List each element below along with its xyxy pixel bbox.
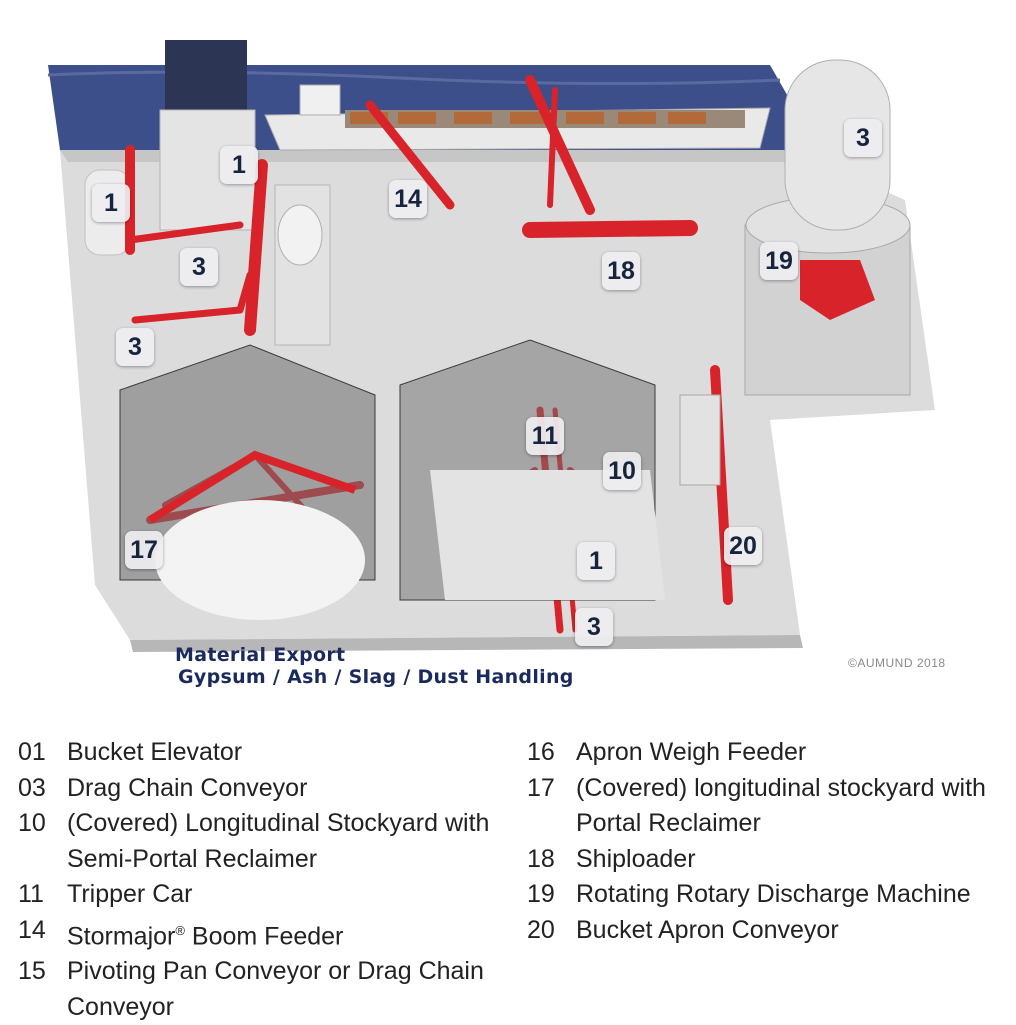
legend-item — [18, 771, 508, 807]
label-boom-feeder: 14 — [389, 180, 427, 218]
label-bucket-elevator-3: 1 — [577, 542, 615, 580]
label-semi-portal-stockyard: 10 — [603, 452, 641, 490]
legend-item — [18, 913, 508, 955]
label-bucket-elevator-1: 1 — [92, 184, 130, 222]
legend-item — [18, 735, 508, 771]
label-drag-chain-3: 3 — [844, 119, 882, 157]
label-portal-stockyard: 17 — [125, 531, 163, 569]
legend-text: (Covered) Longitudinal Stockyard with Semi-Portal Reclaimer — [67, 809, 490, 873]
label-tripper-car: 11 — [526, 417, 564, 455]
caption-title: Material Export — [175, 644, 346, 666]
legend-number: 18 — [527, 844, 555, 873]
legend-item — [527, 771, 1007, 842]
label-bucket-elevator-2: 1 — [220, 146, 258, 184]
legend-number: 14 — [18, 915, 46, 944]
legend-item — [527, 842, 1007, 878]
legend-text: Apron Weigh Feeder — [576, 738, 807, 766]
label-bucket-apron: 20 — [724, 527, 762, 565]
legend-text: Tripper Car — [67, 880, 193, 908]
legend-number: 19 — [527, 880, 555, 908]
legend-item — [527, 913, 1007, 949]
legend-item — [18, 954, 508, 1025]
stockyard-17 — [120, 345, 375, 620]
legend-text: Rotating Rotary Discharge Machine — [576, 880, 971, 908]
label-shiploader: 18 — [602, 252, 640, 290]
legend-number: 11 — [18, 880, 44, 908]
legend-right — [527, 735, 1007, 948]
legend-text: Pivoting Pan Conveyor or Drag Chain Conveyor — [67, 957, 484, 1021]
legend-text: Bucket Apron Conveyor — [576, 915, 839, 944]
registered-mark: ® — [175, 922, 185, 938]
legend-number: 10 — [18, 809, 46, 837]
legend-item — [18, 877, 508, 913]
legend-number: 17 — [527, 773, 555, 802]
label-drag-chain-2: 3 — [116, 328, 154, 366]
legend-number: 16 — [527, 738, 555, 766]
legend-item — [18, 806, 508, 877]
legend-text-after: Boom Feeder — [184, 921, 344, 950]
label-drag-chain-4: 3 — [575, 608, 613, 646]
legend-item — [527, 877, 1007, 913]
tower-20 — [680, 395, 720, 485]
legend-text: Stormajor — [67, 921, 176, 950]
legend-number: 03 — [18, 773, 46, 802]
legend-number: 15 — [18, 957, 46, 986]
legend-text: Bucket Elevator — [67, 738, 243, 766]
caption-subtitle: Gypsum / Ash / Slag / Dust Handling — [178, 666, 574, 688]
legend-number: 01 — [18, 738, 46, 766]
legend-left — [18, 735, 508, 1025]
copyright-notice: ©AUMUND 2018 — [848, 656, 946, 670]
legend-item — [527, 735, 1007, 771]
legend-text: Shiploader — [576, 844, 696, 873]
legend-text: Drag Chain Conveyor — [67, 773, 308, 802]
legend-text: (Covered) longitudinal stockyard with Portal Reclaimer — [576, 773, 986, 837]
label-rotary-discharge: 19 — [760, 242, 798, 280]
legend-number: 20 — [527, 915, 555, 944]
label-drag-chain-1: 3 — [180, 248, 218, 286]
